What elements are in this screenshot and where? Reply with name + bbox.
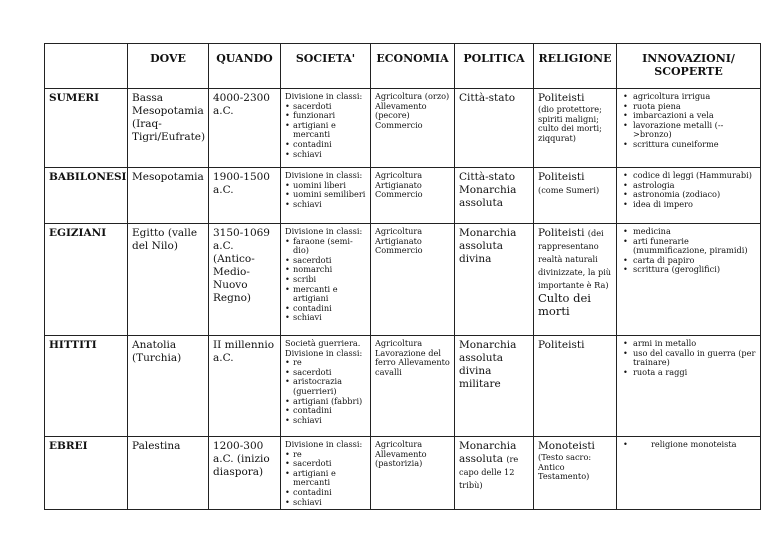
religione-cell [534,224,617,336]
dove-cell: Egitto (valle del Nilo) [128,224,209,336]
innovazione-item: • scrittura (geroglifici) [621,265,756,275]
dove-cell: Anatolia (Turchia) [128,336,209,437]
row-hittiti [45,336,761,437]
societa-item: • sacerdoti [285,459,366,469]
quando-cell: II millennio a.C. [209,336,281,437]
economia-cell: Agricoltura Artigianato Commercio [371,168,455,224]
societa-item: • re [285,450,366,460]
innovazione-item: • ruota piena [621,102,756,112]
societa-pre: Società guerriera. [285,338,361,348]
politica-main: Monarchia assoluta [459,440,517,465]
row-babilonesi [45,168,761,224]
header-religione: RELIGIONE [534,44,617,89]
societa-item: • artigiani e mercanti [285,469,366,488]
economia-cell: Agricoltura (orzo) Allevamento (pecore) Commercio [371,89,455,168]
innovazione-item: • ruota a raggi [621,368,756,378]
societa-item: • aristocrazia (guerrieri) [285,377,366,396]
quando-cell: 4000-2300 a.C. [209,89,281,168]
innovazione-item: • agricoltura irrigua [621,92,756,102]
politica-cell: Città-stato [455,89,534,168]
societa-intro: Divisione in classi: [285,347,363,358]
innovazione-item: • armi in metallo [621,339,756,349]
economia-cell: Agricoltura Lavorazione del ferro Allevamento cavalli [371,336,455,437]
societa-item: • artigiani e mercanti [285,121,366,140]
societa-item: • sacerdoti [285,368,366,378]
innovazione-item: • uso del cavallo in guerra (per trainare) [621,349,756,368]
religione-note: (dei rappresentano realtà naturali divinizzate, la più importante è Ra) [538,228,612,290]
societa-cell [281,168,371,224]
religione-cell [534,336,617,437]
header-politica: POLITICA [455,44,534,89]
religione-cell [534,168,617,224]
societa-item: • uomini semiliberi [285,190,366,200]
societa-intro: Divisione in classi: [285,226,363,236]
civ-name: EGIZIANI [45,224,128,336]
innovazione-item: • medicina [621,227,756,237]
innovazione-item: • carta di papiro [621,256,756,266]
innovazione-item: • imbarcazioni a vela [621,111,756,121]
row-egiziani [45,224,761,336]
innovazione-item: • codice di leggi (Hammurabi) [621,171,756,181]
header-innovazioni: INNOVAZIONI/ SCOPERTE [617,44,761,89]
civ-name: SUMERI [45,89,128,168]
societa-item: • sacerdoti [285,102,366,112]
societa-item: • mercanti e artigiani [285,285,366,304]
civ-name: EBREI [45,437,128,510]
societa-item: • contadini [285,304,366,314]
societa-intro: Divisione in classi: [285,91,363,101]
religione-note: (Testo sacro: Antico Testamento) [538,452,592,482]
societa-item: • scribi [285,275,366,285]
innovazione-item: • religione monoteista [621,440,756,450]
politica-cell: Monarchia assoluta divina [455,224,534,336]
societa-item: • schiavi [285,498,366,508]
civ-name: BABILONESI [45,168,128,224]
societa-cell [281,437,371,510]
religione-note: (dio protettore; spiriti maligni; culto dei morti; ziqqurat) [538,104,602,143]
civ-name: HITTITI [45,336,128,437]
dove-cell: Bassa Mesopotamia (Iraq-Tigri/Eufrate) [128,89,209,168]
innovazioni-cell [617,336,761,437]
societa-item: • funzionari [285,111,366,121]
civilizations-table [44,43,761,510]
religione-main: Monoteisti [538,440,595,452]
societa-cell [281,89,371,168]
innovazioni-cell [617,89,761,168]
dove-cell: Palestina [128,437,209,510]
societa-item: • artigiani (fabbri) [285,397,366,407]
header-economia: ECONOMIA [371,44,455,89]
innovazione-item: • idea di impero [621,200,756,210]
societa-intro: Divisione in classi: [285,170,363,180]
politica-cell [455,437,534,510]
societa-item: • schiavi [285,200,366,210]
innovazione-item: • arti funerarie (mummificazione, piramidi) [621,237,756,256]
societa-item: • contadini [285,406,366,416]
societa-item: • schiavi [285,416,366,426]
innovazioni-cell [617,168,761,224]
societa-intro: Divisione in classi: [285,439,363,449]
quando-cell: 1200-300 a.C. (inizio diaspora) [209,437,281,510]
row-ebrei [45,437,761,510]
religione-extra: Culto dei morti [538,291,591,318]
societa-item: • schiavi [285,313,366,323]
religione-main: Politeisti [538,171,585,183]
quando-cell: 1900-1500 a.C. [209,168,281,224]
header-row [45,44,761,89]
innovazioni-cell [617,224,761,336]
innovazione-item: • astronomia (zodiaco) [621,190,756,200]
quando-cell: 3150-1069 a.C. (Antico-Medio-Nuovo Regno) [209,224,281,336]
religione-main: Politeisti [538,92,585,104]
religione-main: Politeisti [538,339,585,351]
header-cell-empty [45,44,128,89]
societa-item: • contadini [285,140,366,150]
societa-item: • sacerdoti [285,256,366,266]
religione-cell [534,437,617,510]
societa-item: • re [285,358,366,368]
societa-item: • contadini [285,488,366,498]
religione-note: (come Sumeri) [538,185,600,195]
economia-cell: Agricoltura Artigianato Commercio [371,224,455,336]
societa-item: • uomini liberi [285,181,366,191]
societa-item: • nomarchi [285,265,366,275]
societa-cell [281,336,371,437]
religione-main: Politeisti [538,227,585,239]
economia-cell: Agricoltura Allevamento (pastorizia) [371,437,455,510]
innovazione-item: • scrittura cuneiforme [621,140,756,150]
politica-cell: Città-stato Monarchia assoluta [455,168,534,224]
innovazione-item: • lavorazione metalli (-->bronzo) [621,121,756,140]
religione-cell [534,89,617,168]
header-dove: DOVE [128,44,209,89]
header-societa: SOCIETA' [281,44,371,89]
societa-cell [281,224,371,336]
societa-item: • faraone (semi-dio) [285,237,366,256]
row-sumeri [45,89,761,168]
innovazioni-cell [617,437,761,510]
innovazione-item: • astrologia [621,181,756,191]
politica-cell: Monarchia assoluta divina militare [455,336,534,437]
header-quando: QUANDO [209,44,281,89]
societa-item: • schiavi [285,150,366,160]
politica-note: (re capo delle 12 tribù) [459,454,519,490]
dove-cell: Mesopotamia [128,168,209,224]
